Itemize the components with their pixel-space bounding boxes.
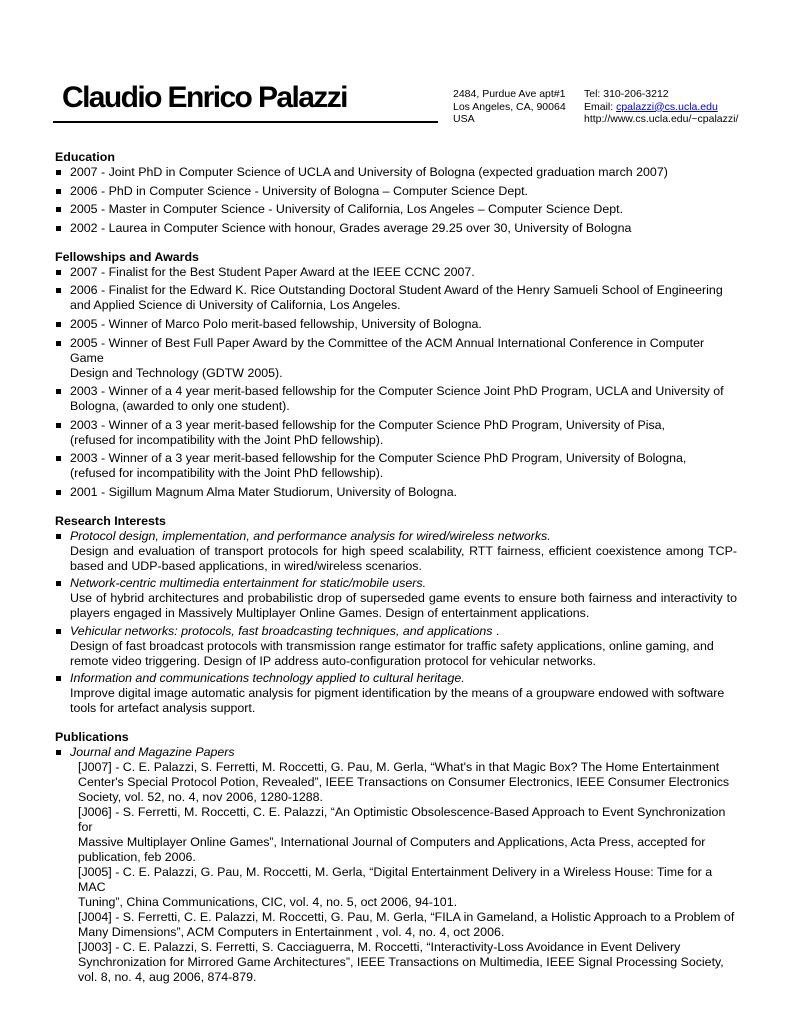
publications-section [55, 730, 737, 985]
line: publication, feb 2006. [78, 850, 196, 865]
email-label: Email: [584, 100, 617, 113]
list-item [55, 317, 737, 332]
research-description-line: Improve digital image automatic analysis for pigment identification by the means of a groupware endowed with software [70, 686, 725, 701]
line: Many Dimensions”, ACM Computers in Entertainment , vol. 4, no. 4, oct 2006. [78, 925, 505, 940]
contact-block [584, 88, 738, 126]
line: Center's Special Protocol Potion, Revealed”, IEEE Transactions on Consumer Electronics, IEEE Consumer Electronics [78, 775, 730, 790]
line: Design and Technology (GDTW 2005). [70, 365, 283, 380]
research-description-line: tools for artefact analysis support. [70, 701, 256, 716]
header-rule [53, 121, 438, 123]
list-item [55, 384, 737, 414]
line: 2003 - Winner of a 3 year merit-based fellowship for the Computer Science PhD Program, University of Bologna, [70, 451, 687, 466]
research-description: Use of hybrid architectures and probabilistic drop of superseded game events to ensure both fairness and interactivity to players engaged in Massively Multiplayer Online Games. Design of entertainment applications. [70, 591, 737, 621]
list-item [55, 624, 737, 669]
email-link[interactable]: cpalazzi@cs.ucla.edu [616, 100, 718, 113]
line: 2006 - Finalist for the Edward K. Rice Outstanding Doctoral Student Award of the Henry Samueli School of Engineering [70, 283, 723, 298]
publication-entry [78, 760, 737, 805]
list-item [55, 418, 737, 448]
address-line: USA [453, 113, 475, 125]
fellowships-section [55, 250, 737, 500]
section-title: Education [55, 150, 115, 164]
line: [J007] - C. E. Palazzi, S. Ferretti, M. Roccetti, G. Pau, M. Gerla, “What's in that Magic Box? The Home Entertainment [78, 760, 720, 775]
research-topic: Network-centric multimedia entertainment for static/mobile users. [70, 576, 427, 591]
research-topic: Protocol design, implementation, and performance analysis for wired/wireless networks. [70, 528, 551, 543]
line: 2005 - Winner of Marco Polo merit-based fellowship, University of Bologna. [70, 316, 482, 331]
publication-list [70, 760, 737, 985]
topic-suffix: . [492, 623, 500, 638]
line: 2003 - Winner of a 4 year merit-based fellowship for the Computer Science Joint PhD Program, UCLA and University of [70, 384, 724, 399]
line: 2001 - Sigillum Magnum Alma Mater Studiorum, University of Bologna. [70, 484, 458, 499]
line: [J006] - S. Ferretti, M. Roccetti, C. E. Palazzi, “An Optimistic Obsolescence-Based Approach to Event Synchronization for [78, 805, 726, 835]
list-item: 2007 - Joint PhD in Computer Science of UCLA and University of Bologna (expected graduation march 2007) [55, 165, 737, 180]
research-topic: Vehicular networks: protocols, fast broadcasting techniques, and applications [70, 623, 493, 638]
research-description-line: Design of fast broadcast protocols with transmission range estimator for traffic safety applications, online gaming, and [70, 638, 714, 653]
research-description-line: remote video triggering. Design of IP address auto-configuration protocol for vehicular networks. [70, 653, 596, 668]
research-topic-line [70, 624, 737, 639]
line: and Applied Science di University of California, Los Angeles. [70, 298, 401, 313]
line: vol. 8, no. 4, aug 2006, 874-879. [78, 970, 257, 985]
address-line: 2484, Purdue Ave apt#1 [453, 88, 566, 100]
line: Bologna, (awarded to only one student). [70, 399, 290, 414]
cv-body [55, 150, 737, 999]
publication-category: Journal and Magazine Papers [70, 745, 235, 760]
list-item [55, 745, 737, 985]
list-item [55, 265, 737, 280]
publication-entry [78, 910, 737, 940]
line: [J004] - S. Ferretti, C. E. Palazzi, M. Roccetti, G. Pau, M. Gerla, “FILA in Gameland, a Holistic Approach to a Problem of [78, 910, 735, 925]
address-block [453, 88, 566, 126]
publication-entry [78, 805, 737, 865]
list-item: 2005 - Master in Computer Science - University of California, Los Angeles – Computer Science Dept. [55, 202, 737, 217]
research-description: Design and evaluation of transport protocols for high speed scalability, RTT fairness, efficient coexistence among TCP-based and UDP-based applications, in wired/wireless scenarios. [70, 543, 737, 573]
list-item [55, 671, 737, 716]
section-title: Publications [55, 730, 129, 745]
telephone: Tel: 310-206-3212 [584, 88, 669, 100]
publication-entry [78, 940, 737, 985]
cv-name: Claudio Enrico Palazzi [62, 81, 347, 114]
line: [J003] - C. E. Palazzi, S. Ferretti, S. Cacciaguerra, M. Roccetti, “Interactivity-Loss Avoidance in Event Delivery [78, 940, 681, 955]
publication-entry [78, 865, 737, 910]
list-item [55, 576, 737, 621]
list-item [55, 529, 737, 574]
line: 2005 - Winner of Best Full Paper Award by the Committee of the ACM Annual International Conference in Computer Game [70, 335, 705, 365]
line: [J005] - C. E. Palazzi, G. Pau, M. Roccetti, M. Gerla, “Digital Entertainment Delivery in a Wireless House: Time for a MAC [78, 865, 713, 895]
website: http://www.cs.ucla.edu/~cpalazzi/ [584, 113, 739, 125]
list-item [55, 485, 737, 500]
line: Society, vol. 52, no. 4, nov 2006, 1280-1288. [78, 790, 323, 805]
line: (refused for incompatibility with the Joint PhD fellowship). [70, 432, 384, 447]
list-item [55, 336, 737, 381]
line: (refused for incompatibility with the Joint PhD fellowship). [70, 466, 384, 481]
line: 2003 - Winner of a 3 year merit-based fellowship for the Computer Science PhD Program, University of Pisa, [70, 417, 666, 432]
research-topic: Information and communications technology applied to cultural heritage. [70, 671, 465, 686]
line: 2007 - Finalist for the Best Student Paper Award at the IEEE CCNC 2007. [70, 264, 475, 279]
list-item: 2006 - PhD in Computer Science - University of Bologna – Computer Science Dept. [55, 184, 737, 199]
line: Synchronization for Mirrored Game Architectures”, IEEE Transactions on Multimedia, IEEE Signal Processing Society, [78, 955, 724, 970]
list-item [55, 283, 737, 313]
line: Massive Multiplayer Online Games”, International Journal of Computers and Applications, Acta Press, accepted for [78, 835, 706, 850]
address-line: Los Angeles, CA, 90064 [453, 100, 566, 113]
section-title: Research Interests [55, 513, 166, 528]
email-line [584, 101, 738, 114]
research-section [55, 514, 737, 717]
education-section [55, 150, 737, 236]
list-item: 2002 - Laurea in Computer Science with honour, Grades average 29.25 over 30, University of Bologna [55, 221, 737, 236]
line: Tuning”, China Communications, CIC, vol. 4, no. 5, oct 2006, 94-101. [78, 895, 458, 910]
list-item [55, 451, 737, 481]
section-title: Fellowships and Awards [55, 249, 199, 264]
